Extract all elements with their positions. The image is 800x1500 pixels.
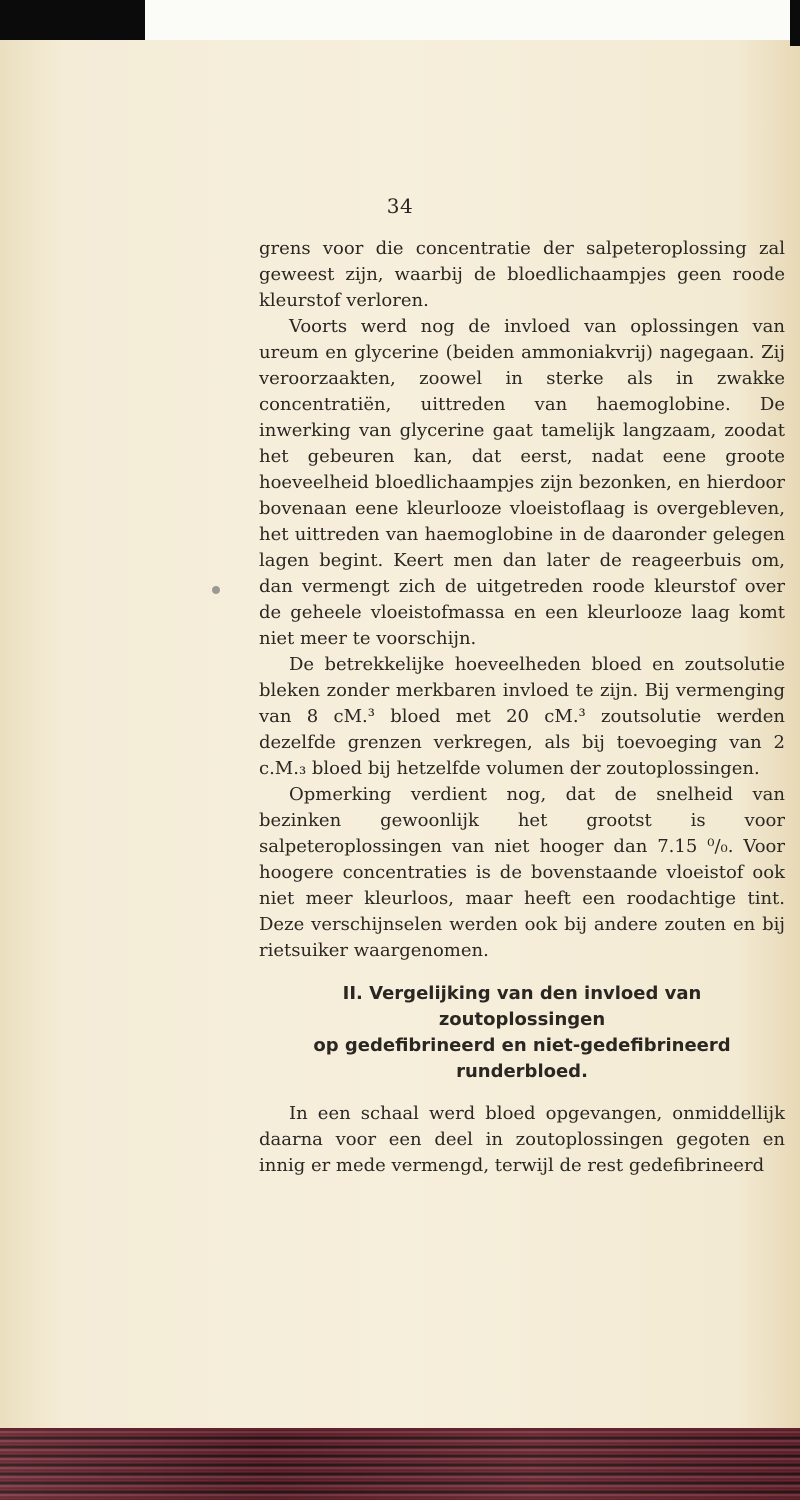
body-text	[259, 236, 785, 1179]
top-right-scan-edge	[790, 0, 800, 46]
section-heading	[259, 981, 785, 1085]
paragraph-3: De betrekkelijke hoeveelheden bloed en zoutsolutie bleken zonder merkbaren invloed te zijn. Bij vermenging van 8 cM.³ bloed met 20 cM.³ zoutsolutie werden dezelfde grenzen verkregen, als bij toevoeging van 2 c.M.₃ bloed bij hetzelfde volumen der zoutoplossingen.	[259, 654, 785, 779]
paragraph-1: grens voor die concentratie der salpeteroplossing zal geweest zijn, waarbij de bloedlichaampjes geen roode kleurstof verloren.	[259, 238, 785, 311]
top-left-scan-edge	[0, 0, 145, 40]
page-number: 34	[386, 194, 414, 218]
section-heading-line-2: op gedefibrineerd en niet-gedefibrineerd	[313, 1035, 731, 1056]
closing-paragraph: In een schaal werd bloed opgevangen, onmiddellijk daarna voor een deel in zoutoplossingen gegoten en innig er mede vermengd, terwijl de rest gedefibrineerd	[259, 1103, 785, 1176]
margin-dot	[212, 586, 220, 594]
section-heading-line-3: runderbloed.	[456, 1061, 588, 1082]
paragraph-4: Opmerking verdient nog, dat de snelheid van bezinken gewoonlijk het grootst is voor salpeteroplossingen van niet hooger dan 7.15 ⁰/₀. Voor hoogere concentraties is de bovenstaande vloeistof ook niet meer kleurloos, maar heeft een roodachtige tint. Deze verschijnselen werden ook bij andere zouten en bij rietsuiker waargenomen.	[259, 784, 785, 961]
bottom-scan-band	[0, 1428, 800, 1500]
section-heading-line-1: II. Vergelijking van den invloed van zoutoplossingen	[342, 983, 702, 1030]
paragraph-2: Voorts werd nog de invloed van oplossingen van ureum en glycerine (beiden ammoniakvrij) nagegaan. Zij veroorzaakten, zoowel in sterke als in zwakke concentratiën, uittreden van haemoglobine. De inwerking van glycerine gaat tamelijk langzaam, zoodat het gebeuren kan, dat eerst, nadat eene groote hoeveelheid bloedlichaampjes zijn bezonken, en hierdoor bovenaan eene kleurlooze vloeistoflaag is overgebleven, het uittreden van haemoglobine in de daaronder gelegen lagen begint. Keert men dan later de reageerbuis om, dan vermengt zich de uitgetreden roode kleurstof over de geheele vloeistofmassa en een kleurlooze laag komt niet meer te voorschijn.	[259, 316, 785, 649]
top-paper-edge	[145, 0, 790, 40]
